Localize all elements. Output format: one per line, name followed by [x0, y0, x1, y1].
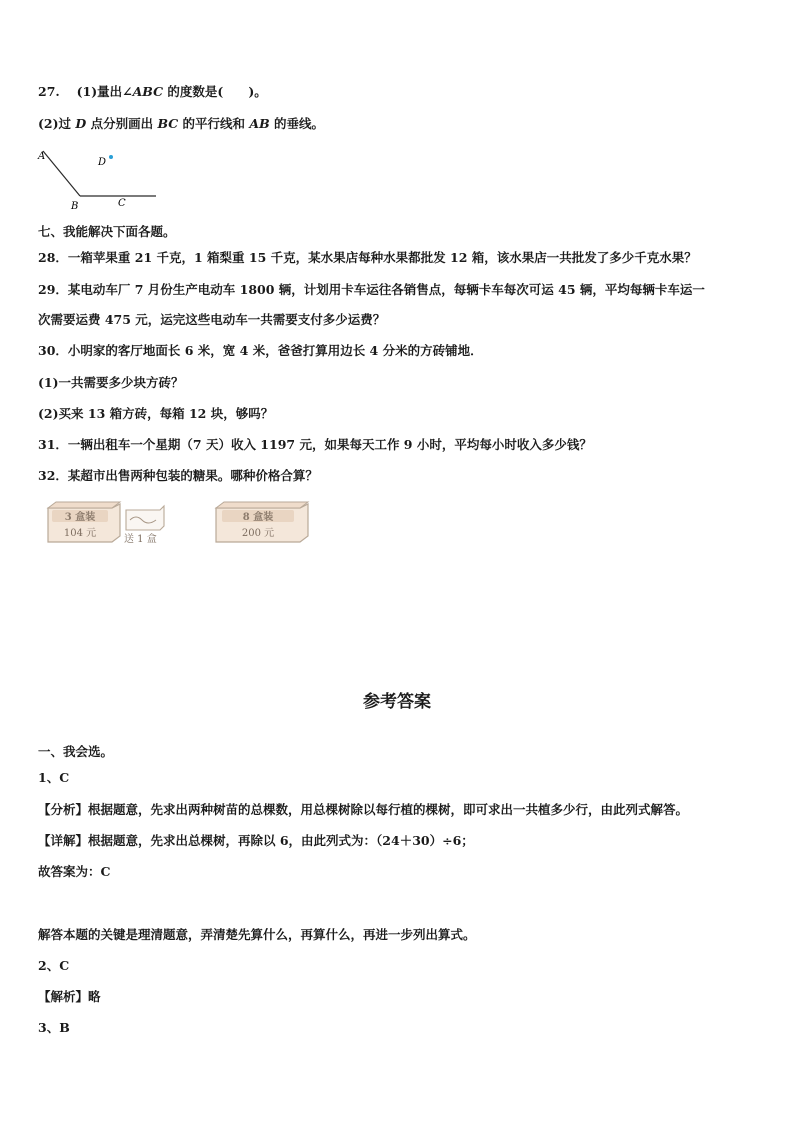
answer-1: 1、C — [38, 770, 70, 785]
q32: 32．某超市出售两种包装的糖果。哪种价格合算？ — [38, 468, 318, 483]
box1-price: 104 元 — [63, 528, 97, 539]
q27-part2-d: 的垂线。 — [269, 116, 325, 131]
box2-price: 200 元 — [241, 528, 275, 539]
answer-1-analysis: 【分析】根据题意，先求出两种树苗的总棵数，用总棵树除以每行植的棵树，即可求出一共植多少行，由此列式解答。 — [38, 802, 689, 817]
label-a: A — [38, 151, 46, 162]
answer-1-note: 解答本题的关键是理清题意，弄清楚先算什么，再算什么，再进一步列出算式。 — [38, 927, 476, 942]
angle-figure — [34, 145, 164, 213]
label-d: D — [98, 157, 107, 168]
box1-label: 3 盒装 — [64, 512, 96, 523]
answer-1-detail: 【详解】根据题意，先求出总棵树，再除以 6，由此列式为：（24＋30）÷6； — [38, 833, 474, 848]
gift-box — [124, 506, 164, 545]
answer-3: 3、B — [38, 1020, 70, 1035]
label-c: C — [118, 198, 126, 209]
line-ab-var: AB — [249, 116, 270, 131]
q30: 30．小明家的客厅地面长 6 米，宽 4 米，爸爸打算用边长 4 分米的方砖铺地． — [38, 343, 483, 358]
q27-part1-tail: 的度数是( )。 — [163, 84, 267, 99]
box-8-pack — [216, 502, 308, 542]
ray-ba — [43, 151, 80, 196]
box-3-pack — [48, 502, 120, 542]
q30-part1: (1)一共需要多少块方砖？ — [38, 375, 184, 390]
answer-1-final: 故答案为：C — [38, 864, 111, 879]
box2-label: 8 盒装 — [242, 512, 274, 523]
q28: 28．一箱苹果重 21 千克，1 箱梨重 15 千克，某水果店每种水果都批发 12 箱，该水果店一共批发了多少千克水果？ — [38, 250, 697, 265]
label-b: B — [71, 201, 79, 212]
gift-text: 送 1 盒 — [124, 534, 157, 545]
section-7-heading: 七、我能解决下面各题。 — [38, 224, 176, 239]
q31: 31．一辆出租车一个星期（7 天）收入 1197 元，如果每天工作 9 小时，平均每小时收入多少钱？ — [38, 437, 592, 452]
q30-part2: (2)买来 13 箱方砖，每箱 12 块，够吗？ — [38, 406, 274, 421]
line-bc-var: BC — [157, 116, 179, 131]
q27-part2-c: 的平行线和 — [178, 116, 250, 131]
point-d-var: D — [75, 116, 87, 131]
point-d-dot — [109, 155, 113, 159]
q27-part2-a: (2)过 — [38, 116, 76, 131]
q27-part2 — [38, 116, 324, 132]
q29-line2: 次需要运费 475 元，运完这些电动车一共需要支付多少运费？ — [38, 312, 386, 327]
candy-packages-figure — [40, 498, 320, 550]
answer-2: 2、C — [38, 958, 70, 973]
q27-part2-b: 点分别画出 — [86, 116, 158, 131]
q27-part1 — [38, 84, 267, 100]
answer-2-analysis: 【解析】略 — [38, 989, 101, 1004]
answers-section-1: 一、我会选。 — [38, 744, 114, 759]
q27-part1-text: 27. (1)量出∠ — [38, 84, 133, 99]
answers-title: 参考答案 — [363, 692, 431, 712]
angle-var: ABC — [132, 84, 164, 99]
q29-line1: 29．某电动车厂 7 月份生产电动车 1800 辆，计划用卡车运往各销售点，每辆卡车每次可运 45 辆，平均每辆卡车运一 — [38, 282, 705, 297]
